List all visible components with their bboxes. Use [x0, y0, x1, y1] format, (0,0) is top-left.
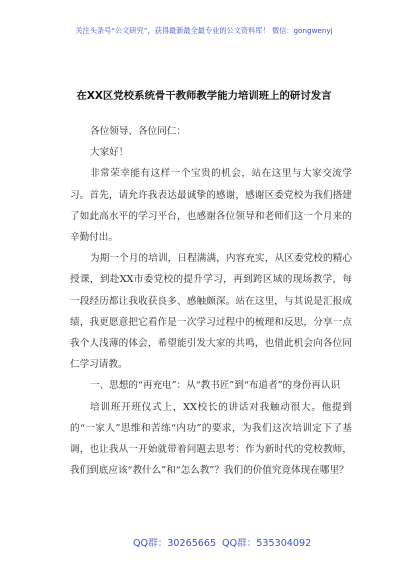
paragraph-training: 为期一个月的培训，日程满满，内容充实，从区委党校的精心授课，到赴XX市委党校的提升学习，再到跨区域的现场教学，每一段经历都让我收获良多、感触颇深。站在这里，与其说是汇报成绩，我更愿意把它看作是一次学习过程中的梳理和反思，分享一点我个人浅薄的体会，希望能引发大家的共鸣，也借此机会向各位同仁学习请教。: [70, 253, 352, 371]
greeting: 大家好！: [90, 147, 129, 159]
qq-group-1: QQ群：30265665: [133, 538, 217, 549]
section-heading-1: 一、思想的“再充电”：从“教书匠”到“布道者”的身份再认识: [90, 380, 341, 392]
document-body: [70, 121, 352, 481]
paragraph-opening-speech: 培训班开班仪式上，XX校长的讲话对我触动很大。他提到的“一家人”思维和苦练“内功”的要求，为我们这次培训定下了基调，也让我从一开始就带着问题去思考：作为新时代的党校教师，我们到底应该“教什么”和“怎么教”？我们的价值究竟体现在哪里？: [70, 401, 352, 477]
document-title: 在XX区党校系统骨干教师教学能力培训班上的研讨发言: [76, 90, 332, 102]
header-notice: 关注头条号“公文研究”，获得最新最全最专业的公文资料库！ 微信：gongwenyj: [75, 26, 333, 35]
paragraph-intro: 非常荣幸能有这样一个宝贵的机会，站在这里与大家交流学习。首先，请允许我表达最诚挚的感谢，感谢区委党校为我们搭建了如此高水平的学习平台，也感谢各位领导和老师们这一个月来的辛勤付出。: [70, 168, 352, 244]
qq-group-2: QQ群：535304092: [222, 538, 312, 549]
salutation: 各位领导、各位同仁：: [90, 126, 186, 137]
